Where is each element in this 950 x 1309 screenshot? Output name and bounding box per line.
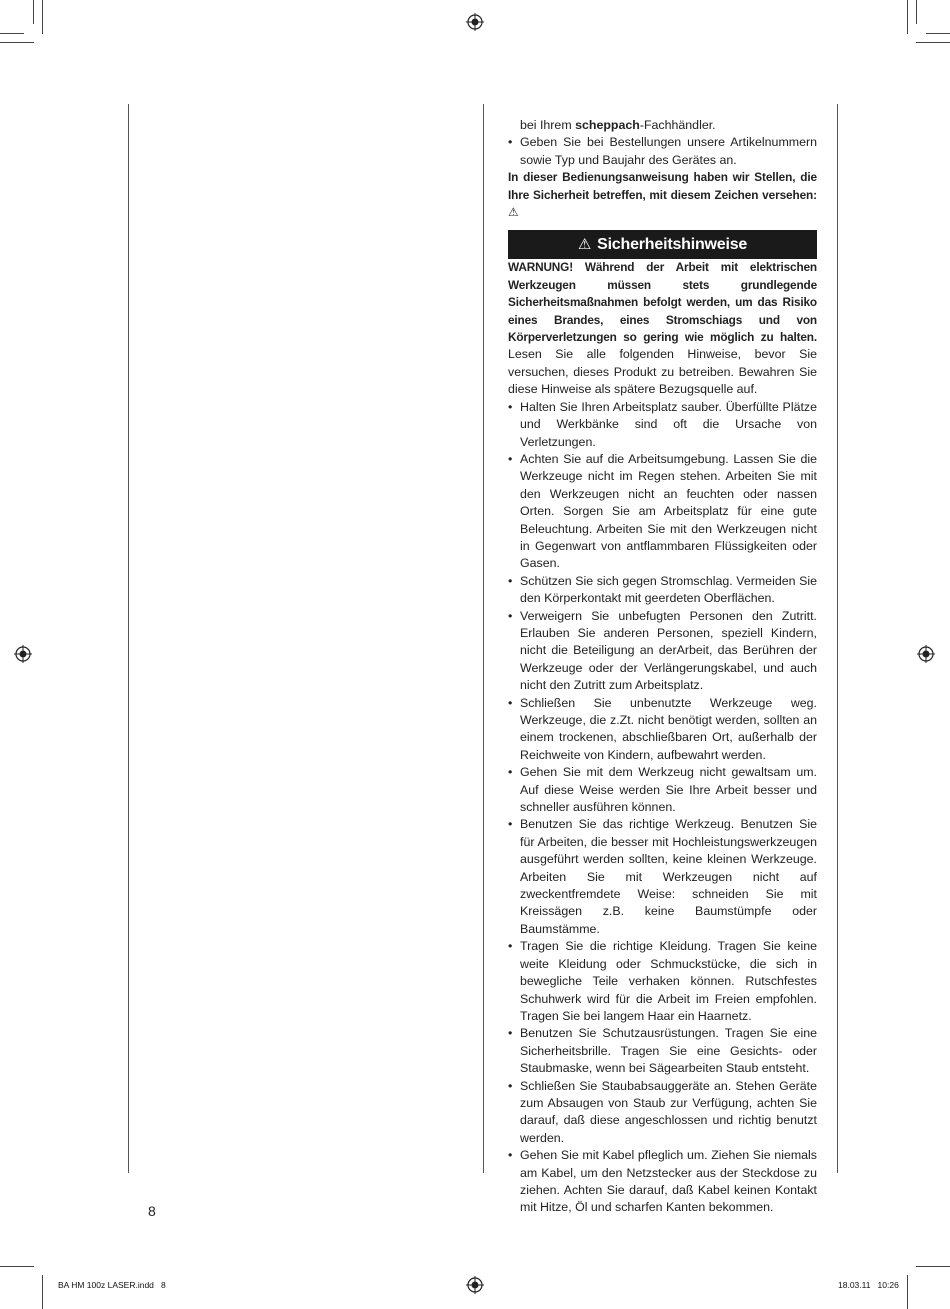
- list-item: • Tragen Sie die richtige Kleidung. Tragen Sie keine weite Kleidung oder Schmuckstücke, die sich in bewegliche Teile verhaken können. Rutschfestes Schuhwerk wird für die Arbeit im Freien empfohlen. Tragen Sie bei langem Haar ein Haarnetz.: [508, 939, 817, 1023]
- list-item: • Gehen Sie mit dem Werkzeug nicht gewaltsam um. Auf diese Weise werden Sie Ihre Arbeit besser und schneller ausführen können.: [508, 765, 817, 815]
- registration-mark-icon: [14, 645, 32, 663]
- list-item: • Schützen Sie sich gegen Stromschlag. Vermeiden Sie den Körperkontakt mit geerdeten Oberflächen.: [508, 573, 817, 606]
- list-item: • Schließen Sie unbenutzte Werkzeuge weg. Werkzeuge, die z.Zt. nicht benötigt werden, sollten an einem trockenen, abschließbaren Ort, außerhalb der Reichweite von Kindern, aufbewahrt werden.: [508, 695, 817, 762]
- warning-paragraph: WARNUNG! Während der Arbeit mit elektrischen Werkzeugen müssen stets grundlegende Sicherheitsmaßnahmen befolgt werden, um das Risiko eines Brandes, eines Stromschiags und von Körperverletzungen so gering wie möglich zu halten. Lesen Sie alle folgenden Hinweise, bevor Sie versuchen, dieses Produkt zu betreiben. Bewahren Sie diese Hinweise als spätere Bezugsquelle auf.: [508, 260, 817, 397]
- crop-mark: [916, 0, 917, 24]
- crop-mark: [33, 0, 34, 24]
- column-rule-middle: [483, 104, 484, 1173]
- safety-bullet-list: [508, 399, 817, 1217]
- crop-mark: [916, 1266, 950, 1267]
- list-item: • Halten Sie Ihren Arbeitsplatz sauber. Überfüllte Plätze und Werkbänke sind oft die Ursache von Verletzungen.: [508, 399, 817, 449]
- crop-mark: [42, 0, 43, 34]
- crop-mark: [42, 1275, 43, 1309]
- crop-mark: [926, 33, 950, 34]
- intro-continuation: bei Ihrem scheppach-Fachhändler.: [520, 118, 716, 132]
- list-item: • Gehen Sie mit Kabel pfleglich um. Ziehen Sie niemals am Kabel, um den Netzstecker aus der Steckdose zu ziehen. Achten Sie darauf, daß Kabel keinen Kontakt mit Hitze, Öl und scharfen Kanten bekommen.: [508, 1148, 817, 1215]
- right-text-column: [508, 117, 817, 1217]
- list-item: • Benutzen Sie das richtige Werkzeug. Benutzen Sie für Arbeiten, die besser mit Hochleistungswerkzeugen ausgeführt werden sollten, keine kleinen Werkzeuge. Arbeiten Sie mit Werkzeugen nicht auf zweckentfremdete Weise: schneiden Sie mit Kreissägen z.B. keine Baumstümpfe oder Baumstämme.: [508, 817, 817, 936]
- section-heading-label: Sicherheitshinweise: [597, 236, 748, 254]
- crop-mark: [916, 42, 950, 43]
- crop-mark: [0, 42, 34, 43]
- page-number: 8: [148, 1203, 156, 1219]
- crop-mark: [907, 1275, 908, 1309]
- slug-left: BA HM 100z LASER.indd 8: [58, 1280, 166, 1290]
- slug-right: 18.03.11 10:26: [838, 1280, 899, 1290]
- column-rule-right: [837, 104, 838, 1173]
- intro-bullet-list: [508, 134, 817, 169]
- safety-note: In dieser Bedienungsanweisung haben wir Stellen, die Ihre Sicherheit betreffen, mit diesem Zeichen versehen: ⚠: [508, 170, 817, 220]
- list-item: • Schließen Sie Staubabsauggeräte an. Stehen Geräte zum Absaugen von Staub zur Verfügung, achten Sie darauf, daß diese angeschlossen und richtig benutzt werden.: [508, 1078, 817, 1145]
- crop-mark: [907, 0, 908, 34]
- crop-mark: [0, 33, 24, 34]
- column-rule-left: [128, 104, 129, 1173]
- crop-mark: [0, 1266, 34, 1267]
- registration-mark-icon: [466, 1276, 484, 1294]
- list-item: • Achten Sie auf die Arbeitsumgebung. Lassen Sie die Werkzeuge nicht im Regen stehen. Arbeiten Sie mit den Werkzeugen nicht an feuchten oder nassen Orten. Sorgen Sie am Arbeitsplatz für eine gute Beleuchtung. Arbeiten Sie mit den Werkzeugen nicht in Gegenwart von antflammbaren Flüssigkeiten oder Gasen.: [508, 451, 817, 571]
- list-item: • Benutzen Sie Schutzausrüstungen. Tragen Sie eine Sicherheitsbrille. Tragen Sie eine Gesichts- oder Staubmaske, wenn bei Sägearbeiten Staub entsteht.: [508, 1026, 817, 1076]
- section-heading: [508, 230, 817, 259]
- registration-mark-icon: [466, 13, 484, 31]
- warning-triangle-icon: ⚠: [577, 236, 592, 254]
- warning-triangle-icon: ⚠: [508, 205, 519, 220]
- brand-name: scheppach: [575, 118, 640, 132]
- registration-mark-icon: [917, 645, 935, 663]
- list-item: • Verweigern Sie unbefugten Personen den Zutritt. Erlauben Sie anderen Personen, speziell Kindern, nicht die Beteiligung an derArbeit, das Berühren der Werkzeuge oder der Verlängerungskabel, und auch nicht den Zutritt zum Arbeitsplatz.: [508, 608, 817, 693]
- list-item: • Geben Sie bei Bestellungen unsere Artikelnummern sowie Typ und Baujahr des Gerätes an.: [508, 135, 817, 167]
